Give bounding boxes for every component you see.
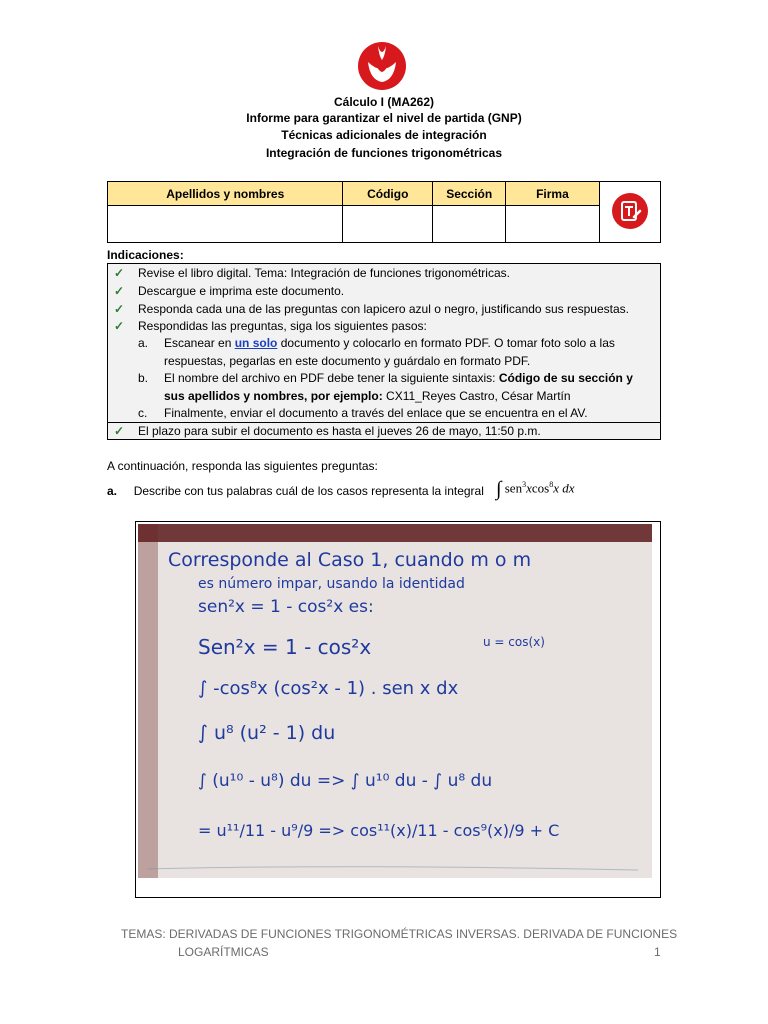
handwritten-line: sen²x = 1 - cos²x es: bbox=[198, 597, 374, 617]
page-number: 1 bbox=[654, 945, 661, 959]
handwritten-line: Sen²x = 1 - cos²x bbox=[198, 635, 372, 659]
section-field[interactable] bbox=[433, 206, 506, 243]
column-header-section: Sección bbox=[433, 182, 506, 206]
report-title: Informe para garantizar el nivel de partida (GNP) bbox=[246, 111, 522, 125]
deadline-row: ✓ El plazo para subir el documento es hasta el jueves 26 de mayo, 11:50 p.m. bbox=[108, 422, 660, 440]
course-title: Cálculo I (MA262) bbox=[333, 95, 435, 109]
code-field[interactable] bbox=[343, 206, 433, 243]
icon-cell bbox=[599, 182, 660, 243]
handwritten-line: ∫ -cos⁸x (cos²x - 1) . sen x dx bbox=[198, 678, 459, 699]
checkmark-icon: ✓ bbox=[114, 319, 125, 333]
topic-title: Técnicas adicionales de integración bbox=[281, 128, 487, 142]
checkmark-icon: ✓ bbox=[114, 302, 125, 316]
handwritten-line: es número impar, usando la identidad bbox=[198, 576, 465, 592]
integral-expression: ∫ sen$^3$xcos$^8$x dx bbox=[496, 478, 575, 500]
handwritten-line: Corresponde al Caso 1, cuando m o m bbox=[168, 549, 532, 571]
handwritten-answer-photo bbox=[138, 524, 652, 878]
single-document-link[interactable]: un solo bbox=[234, 336, 278, 350]
university-logo bbox=[354, 36, 410, 92]
checkmark-icon: ✓ bbox=[114, 266, 125, 280]
footer-topics-continued: LOGARÍTMICAS bbox=[178, 945, 269, 959]
edit-document-icon bbox=[610, 191, 650, 231]
student-info-table bbox=[107, 181, 661, 243]
signature-field[interactable] bbox=[506, 206, 599, 243]
column-header-signature: Firma bbox=[506, 182, 599, 206]
name-field[interactable] bbox=[108, 206, 343, 243]
handwritten-line: ∫ u⁸ (u² - 1) du bbox=[198, 722, 336, 744]
questions-intro: A continuación, responda las siguientes preguntas: bbox=[107, 459, 378, 473]
checkmark-icon: ✓ bbox=[114, 284, 125, 298]
answer-frame bbox=[135, 521, 661, 898]
handwritten-line: u = cos(x) bbox=[483, 635, 545, 649]
handwritten-line: ∫ (u¹⁰ - u⁸) du => ∫ u¹⁰ du - ∫ u⁸ du bbox=[198, 771, 493, 791]
footer-topics: TEMAS: DERIVADAS DE FUNCIONES TRIGONOMÉTRICAS INVERSAS. DERIVADA DE FUNCIONES bbox=[121, 927, 678, 941]
handwritten-line: = u¹¹/11 - u⁹/9 => cos¹¹(x)/11 - cos⁹(x)/9 + C bbox=[198, 821, 560, 840]
question-a: a. Describe con tus palabras cuál de los casos representa la integral bbox=[107, 484, 484, 498]
column-header-code: Código bbox=[343, 182, 433, 206]
subtopic-title: Integración de funciones trigonométricas bbox=[265, 146, 503, 160]
column-header-name: Apellidos y nombres bbox=[108, 182, 343, 206]
instructions-title: Indicaciones: bbox=[107, 248, 184, 262]
instructions-box: ✓ Revise el libro digital. Tema: Integración de funciones trigonométricas. ✓ Descargue e imprima este documento. ✓ Responda cada una de las preguntas con lapicero azul o negro, justificando sus respuestas. ✓ Respondidas las preguntas, siga los siguientes pasos: a. Escanear en un solo documento y colocarlo en formato PDF. O tomar foto solo a las respuestas, pegarlas en este documento y guárdalo en formato PDF. b. El nombre del archivo en PDF debe tener la siguiente sintaxis: Código de su sección y sus apellidos y nombres, por ejemplo: CX11_Reyes Castro, César Martín c. Finalmente, enviar el documento a través del enlace que se encuentra en el AV. ✓ El plazo para subir el documento es hasta el jueves 26 de mayo, 11:50 p.m. bbox=[107, 263, 661, 440]
checkmark-icon: ✓ bbox=[114, 424, 125, 438]
